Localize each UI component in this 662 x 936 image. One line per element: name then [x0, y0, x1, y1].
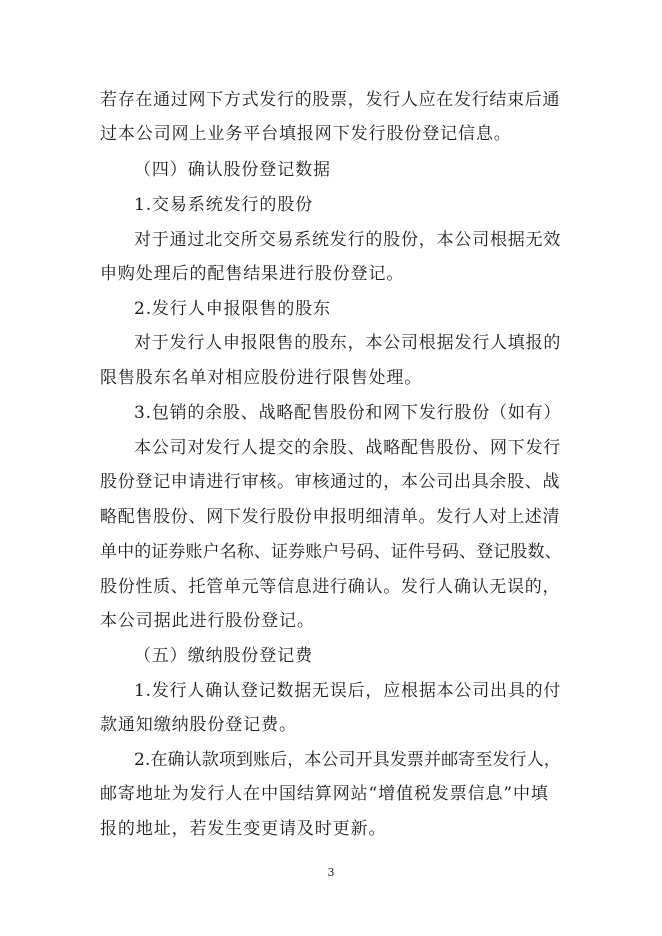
line-text: 限售股东名单对相应股份进行限售处理。 [100, 368, 423, 388]
subheading-text: 2.发行人申报限售的股东 [134, 299, 332, 319]
line-text: 本公司据此进行股份登记。 [100, 611, 315, 631]
line-text: 股份登记申请进行审核。审核通过的，本公司出具余股、战 [100, 472, 561, 492]
line-text: 过本公司网上业务平台填报网下发行股份登记信息。 [100, 124, 512, 144]
section-heading-text: （四）确认股份登记数据 [134, 160, 331, 180]
line-text: 2.在确认款项到账后，本公司开具发票并邮寄至发行人， [134, 750, 561, 770]
line-text: 报的地址，若发生变更请及时更新。 [100, 819, 387, 839]
line-text: 申购处理后的配售结果进行股份登记。 [100, 264, 405, 284]
section-heading-text: （五）缴纳股份登记费 [134, 646, 313, 666]
line-text: 若存在通过网下方式发行的股票，发行人应在发行结束后通 [100, 90, 561, 110]
page-number: 3 [327, 866, 335, 879]
line-text: 对于发行人申报限售的股东，本公司根据发行人填报的 [134, 333, 562, 353]
line-text: 股份性质、托管单元等信息进行确认。发行人确认无误的， [100, 577, 561, 597]
line-text: 本公司对发行人提交的余股、战略配售股份、网下发行 [134, 438, 562, 458]
line-text: 1.发行人确认登记数据无误后，应根据本公司出具的付 [134, 681, 562, 701]
line-text: 单中的证券账户名称、证券账户号码、证件号码、登记股数、 [100, 542, 562, 562]
line-text: 款通知缴纳股份登记费。 [100, 715, 297, 735]
line-text: 略配售股份、网下发行股份申报明细清单。发行人对上述清 [100, 507, 561, 527]
subheading-text: 3.包销的余股、战略配售股份和网下发行股份（如有） [134, 403, 562, 423]
subheading-text: 1.交易系统发行的股份 [134, 195, 314, 215]
line-text: 邮寄地址为发行人在中国结算网站“增值税发票信息”中填 [100, 784, 549, 804]
line-text: 对于通过北交所交易系统发行的股份，本公司根据无效 [134, 230, 562, 250]
